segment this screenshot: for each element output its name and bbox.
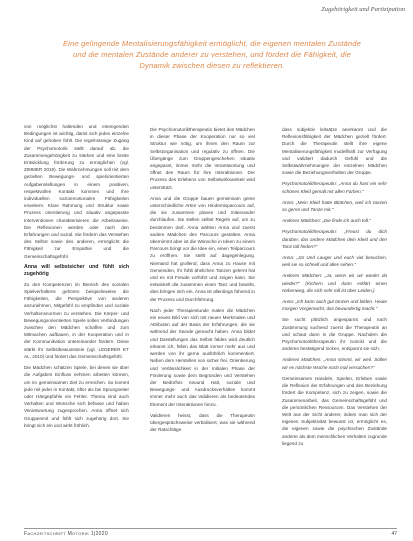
dialogue-line: Anna: „Ich kann auch gut tanzen und bilden. Heute morgen Vorgemacht, das bewundertig macht." <box>282 299 387 312</box>
paragraph: Gemeinsames Handeln, Spielen, Erleben sowie die Reflexion der Erfahrungen und des Beziehung fördert die Kompetenz, sich zu zeigen, sowie die Zusammenarbeit, das Gemeinschaftsgefühl und die persönlichen Ressourcen. Das Verstehen der Welt aus der Sicht anderer, indem man sich der eigenen Subjektivität bewusst ist, ermöglicht es, die eigenen sowie die psychischen Zustände anderer als dem menschlichen Verhalten zugrunde liegend zu <box>282 375 387 446</box>
paragraph: Zu den Kompetenzen im Bereich des sozialen Spielverhaltens gehören beispielsweise die Fähigkeiten, die Perspektive von anderen anzunehmen, Mitgefühl zu empfinden und soziale Verhaltensnormen zu verstehen. Die Körper- und Bewegungsorientierten Spiele sollen Verbindungen zwischen den Mädchen schaffen und zum Mitmachen aufbauen, in der Kooperation und in der Kommunikation untereinander fördern. Diese stärkt ihr Selbstbewusstsein (vgl. LEDERER ET AL. 2010) und fördert das Gemeinschaftsgefühl. <box>24 281 130 359</box>
page-footer <box>24 528 397 537</box>
section-heading: Anna will selbstsicher und fühlt sich zugehörig <box>24 263 129 278</box>
dialogue-line: Anderes Mädchen: „Ja, wenn wir wir wieder da wieder?" (Kichern und dann erklärt einen Nebenweg, die sich sehr toll ist über Leiden.) <box>282 273 387 293</box>
paragraph: Validieren heisst, dass die Therapeutin übergesprächsweise verbalisiert, was sie während der Ratschläge <box>150 412 255 433</box>
running-head: Zugehörigkeit und Partizipation <box>321 6 405 13</box>
paragraph: Die Psychomotoriktherapeutin bietet den Mädchen in dieser Phase der Kooperation nur so viel Struktur wie nötig, um ihnen den Raum zur Selbstorganisation und regulativ zu öffnen. Die Übergänge zum Gruppengeschehen situativ angepasst, immer mehr die Verantwortung und öffnet den Raum für ihre Interaktionen. Der Prozess des Erlebens von Selbstwirksamkeit wird unterstützt. <box>150 127 255 190</box>
paragraph: Nach jeder Therapiestunde malen die Mädchen ein neues Bild von sich mit neuen Merkmalen und Attributen auf der Basis der Erfahrungen, die sie während der Stunde gemacht haben. Anna bildet und Darstellungen das Selbst faldes wird deutlich erkannt ich, füllen das Blatt immer mehr aus und werden von ihr gerne ausführlich kommentiert. Neben dem Herstellen von sicher frei, Orientierung und Verlässlichkeit in der Initialen Phase der Förderung sowie dem Begründen und Verstehen der Bedürfnis neuund Halt, soziale und Bewegungs- und Ausdrucksverhalten kommt immer mehr auch das Validieren als bedeutendes Element der Interaktionen hinzu. <box>150 307 255 407</box>
paragraph: Anna und die Gruppe bauen gemeinsam geme unterschiedliche Arten von Hindernisparcours auf, die sie zusammen planen und miteinander durchlaufen. Sie stellen selbst Regeln auf, um zu bestimmen darf. Anna wählen Anna und zuerst andere Mädchen den Parcours gestalten. Anna übernimmt aber ist die Wünsche in Ideen zu einem Parcours bringt vor die Idee ein, einen Teilparcours zu eröffnen. Sie stellt auf dagegenlegung. Niemand hat grollend; dass Anna zu Hause mit Gemeinden, Ihr fühlt ähnlichen Tanzen gelernt hat und es mit Freude vorführt und zeigen kann. Sie entwickelt die zusammen einen Tanz und bewirkt, dies bringen sich ein. Anna ist allerdings führend in der Prozess und Durchführung. <box>150 195 255 302</box>
paragraph: Die Mädchen schätzen Spiele, bei denen sie über die Aufgaben Einfluss nehmen arbeiten können, um im gemeinsamen Ziel zu erreichen. So kommt jede mit jeder in Kontakt, öfter als bei Sprungseiter oder Hängepfahle ein Fehler. Thema sind auch Verhalten und Wünsche sich befasse und haben Verantwortung zugesprochen. Anna öffnet sich Gruppenmit und fühlt sich zugehörig dort. Sie bringt sich ein und wirkt fröhlich. <box>24 365 129 428</box>
paragraph: Sie sucht plötzlich angespannt und nach Zustimmung suchend zuerst die Therapeutin an und schaut dann in die Gruppe. Nachdem die Psychomotoriktherapeutin ihr zunickt und die anderen bestätigend nicken, entspannt sie sich. <box>282 317 387 352</box>
pull-quote: Eine gelingende Mentalisierungsfähigkeit ermöglicht, die eigenen mentalen Zustände und die mentalen Zustände anderer zu verstehen, und fördert die Fähigkeit, die Dynamik zwischen diesen zu reflektieren. <box>62 39 362 70</box>
dialogue-line: Psychomotoriktherapeutin: „Freust du dich darüber, das andere Mädchen dein Kleid und den Tanz toll finden?" <box>282 229 387 249</box>
paragraph: dass subjektiv leitsätze anerkannt und die Reflexionsfähigkeit der Mädchen gezielt fördert. Durch die Therapeutin stellt ihre eigene Mentalisierungsfähigkeit modellhaft zur Verfügung und validiert dadurch Gefühl und die Selbstwahrnehmungen der einzelnen Mädchen sowie die Beziehungsverhalten der Gruppe. <box>282 127 387 176</box>
dialogue-line: Psychomotoriktherapeutin: „Anna du hast ein sehr schönes Kleid gemalt mit allen Farben." <box>282 181 387 194</box>
dialogue-line: Anderes Mädchen: „Anna stimmt, wir weil. Sollen wir es nächste Woche noch mal versuchen?" <box>282 357 387 370</box>
text-column-2 <box>150 126 255 437</box>
dialogue-line: Anna: „Ja! Und Lauger und euch viel besuchen, weil sie so schnell und alles sehen." <box>282 255 387 268</box>
dialogue-line: Anna: „Mein Kleid hatte Blütchen, weil ich tanzen so gerne und Tanze mit." <box>282 199 387 213</box>
journal-name: Fachzeitschrift Motorik 1|2020 <box>24 531 108 537</box>
page-number: 47 <box>391 531 397 537</box>
paragraph: von möglichst haltenden und einengenden Bedingungen ist wichtig, damit sich jedes einzelne Kind auf gehoben fühlt. Die regelmässige Zugang der Psychomotorik stellt darauf ab, die Zusammengehörigkeit zu stärken und eine breite Entwicklung förderung zu ermöglichen (vgl. ZIMMER 2019). Die Wahrnehmungen soll mit dem gezielten Bewegungs- und spielorientierten Aufgabenstellungen in einem positiven, respektvollen Kontakt kommen und ihre individuellen sozioemotionalen Fähigkeiten erweitern. Klare Rahmung und Struktur sowie Prozess orientierung und situativ angepasste Interventionen charakterisieren die Arbeitsweise. Die Reflexionen werden oder nach den Erfahrungen und sozial. Sie fördern das Verstehen des Selbst sowie des anderen, ermöglicht die Fähigkeit zur Empathie und die Gemeinschaftsgefühl. <box>24 124 129 259</box>
text-column-1 <box>24 123 129 433</box>
text-column-3 <box>282 126 387 451</box>
dialogue-line: Anderes Mädchen: „Die finde ich auch toll." <box>282 218 371 224</box>
